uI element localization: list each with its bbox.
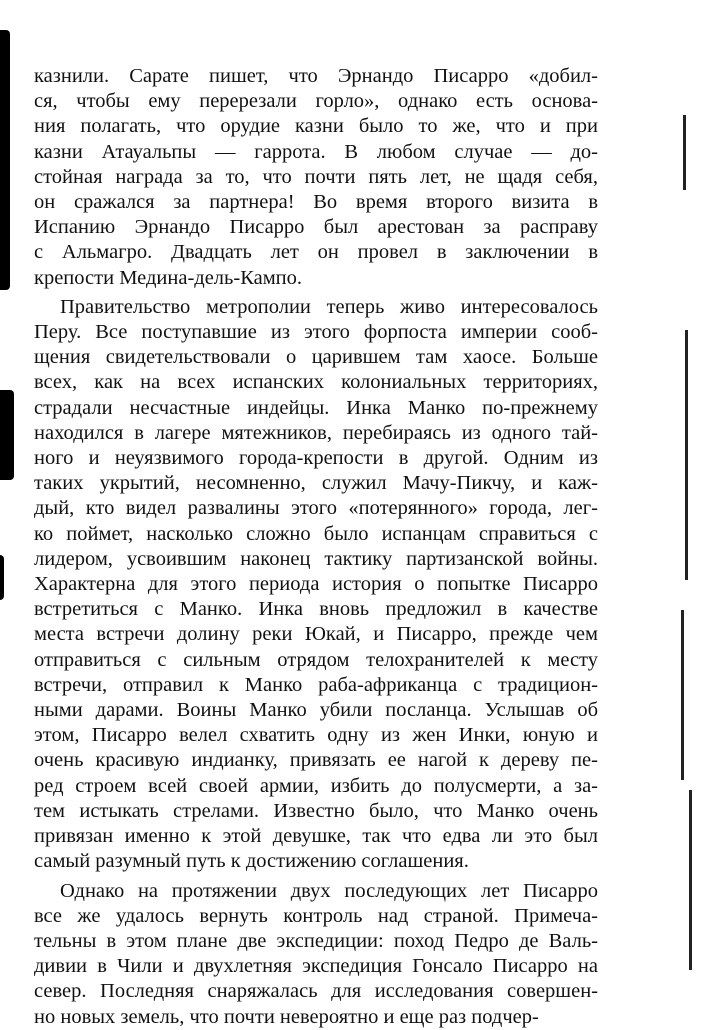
- text-line: ными дарами. Воины Манко убили посланца. Услышав об: [34, 699, 598, 722]
- scan-artifact-right: [685, 330, 688, 580]
- scan-shadow-left-3: [0, 555, 4, 600]
- text-line: ния полагать, что орудие казни было то же, что и при: [34, 115, 598, 138]
- text-line: привязан именно к этой девушке, так что едва ли это был: [34, 825, 598, 848]
- text-line: дый, кто видел развалины этого «потерянного» города, лег-: [34, 497, 598, 520]
- scan-shadow-left: [0, 30, 10, 290]
- text-line: с Альмагро. Двадцать лет он провел в заключении в: [34, 241, 598, 264]
- text-line: щения свидетельствовали о царившем там хаосе. Больше: [34, 346, 598, 369]
- text-line: лидером, усвоившим наконец тактику партизанской войны.: [34, 547, 598, 570]
- text-line: Правительство метрополии теперь живо интересовалось: [60, 295, 598, 318]
- text-line: ко поймет, насколько сложно было испанцам справиться с: [34, 522, 598, 545]
- text-line: страдали несчастные индейцы. Инка Манко по-прежнему: [34, 396, 598, 419]
- paragraph: [34, 295, 598, 875]
- text-line: дивии в Чили и двухлетняя экспедиция Гонсало Писарро на: [34, 955, 598, 978]
- text-line: места встречи долину реки Юкай, и Писарро, прежде чем: [34, 623, 598, 646]
- text-line: Испанию Эрнандо Писарро был арестован за расправу: [34, 216, 598, 239]
- text-line: очень красивую индианку, привязать ее нагой к дереву пе-: [34, 749, 598, 772]
- scan-shadow-left-2: [0, 390, 14, 480]
- text-line: крепости Медина-дель-Кампо.: [34, 266, 303, 289]
- text-line: ся, чтобы ему перерезали горло», однако есть основа-: [34, 90, 598, 113]
- text-line: север. Последняя снаряжалась для исследования совершен-: [34, 980, 598, 1003]
- paragraph: [34, 879, 598, 1030]
- text-line: находился в лагере мятежников, перебираясь из одного тай-: [34, 421, 598, 444]
- text-line: этом, Писарро велел схватить одну из жен Инки, юную и: [34, 724, 598, 747]
- text-line: всех, как на всех испанских колониальных территориях,: [34, 371, 598, 394]
- text-line: отправиться с сильным отрядом телохранителей к месту: [34, 648, 598, 671]
- scan-artifact-right: [681, 610, 684, 780]
- text-line: казнили. Сарате пишет, что Эрнандо Писарро «добил-: [34, 65, 598, 87]
- paragraph: [34, 64, 598, 291]
- text-line: ного и неуязвимого города-крепости в другой. Одним из: [34, 447, 598, 470]
- text-line: таких укрытий, несомненно, служил Мачу-Пикчу, и каж-: [34, 472, 598, 495]
- body-text: [34, 64, 598, 1030]
- scan-artifact-right: [689, 790, 692, 970]
- text-line: встречи, отправил к Манко раба-африканца с традицион-: [34, 673, 598, 696]
- text-line: казни Атауальпы — гаррота. В любом случае — до-: [34, 140, 598, 163]
- text-line: самый разумный путь к достижению соглашения.: [34, 850, 469, 873]
- text-line: Характерна для этого периода история о попытке Писарро: [34, 573, 598, 596]
- text-line: встретиться с Манко. Инка вновь предложил в качестве: [34, 598, 598, 621]
- text-line: все же удалось вернуть контроль над страной. Примеча-: [34, 904, 598, 927]
- text-line: но новых земель, что почти невероятно и еще раз подчер-: [34, 1005, 539, 1028]
- text-line: он сражался за партнера! Во время второго визита в: [34, 191, 598, 214]
- text-line: Перу. Все поступавшие из этого форпоста империи сооб-: [34, 321, 598, 344]
- text-line: тельны в этом плане две экспедиции: поход Педро де Валь-: [34, 929, 598, 952]
- text-line: ред строем всей своей армии, избить до полусмерти, а за-: [34, 774, 598, 797]
- text-line: стойная награда за то, что почти пять лет, не щадя себя,: [34, 165, 598, 188]
- text-line: Однако на протяжении двух последующих лет Писарро: [60, 879, 598, 902]
- scan-artifact-right: [683, 115, 686, 190]
- text-line: тем истыкать стрелами. Известно было, что Манко очень: [34, 799, 598, 822]
